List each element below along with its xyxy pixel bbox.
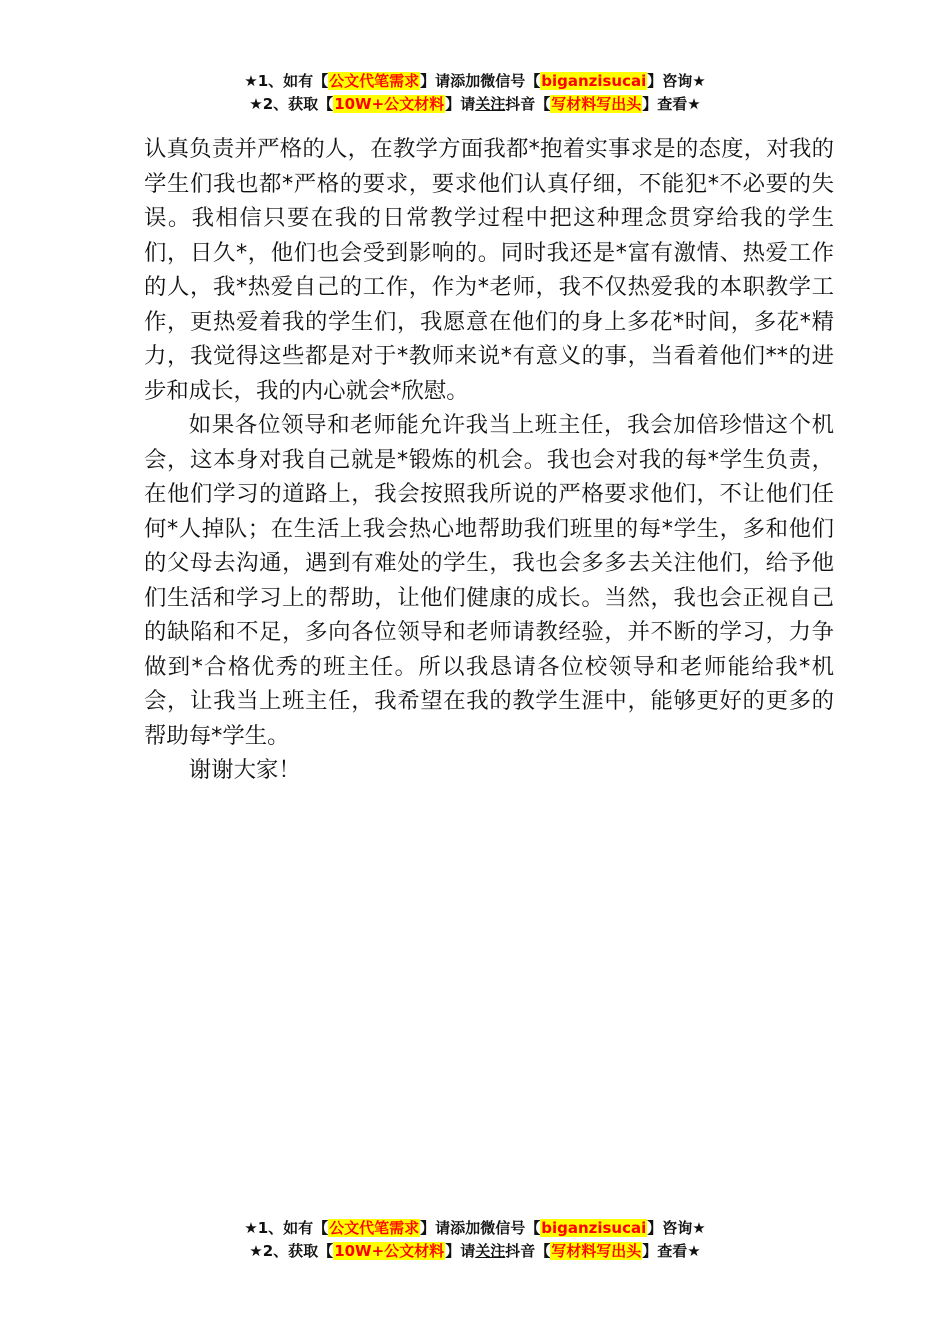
highlight-service: 公文代笔需求 <box>329 72 420 90</box>
paragraph: 如果各位领导和老师能允许我当上班主任，我会加倍珍惜这个机会，这本身对我自己就是*锻炼的机会。我也会对我的每*学生负责，在他们学习的道路上，我会按照我所说的严格要求他们，不让他们任何*人掉队；在生活上我会热心地帮助我们班里的每*学生，多和他们的父母去沟通，遇到有难处的学生，我也会多多去关注他们，给予他们生活和学习上的帮助，让他们健康的成长。当然，我也会正视自己的缺陷和不足，多向各位领导和老师请教经验，并不断的学习，力争做到*合格优秀的班主任。所以我恳请各位校领导和老师能给我*机会，让我当上班主任，我希望在我的教学生涯中，能够更好的更多的帮助每*学生。 <box>144 412 834 749</box>
banner-line-1 <box>0 1217 950 1240</box>
banner-line-2 <box>0 1240 950 1263</box>
banner-text: 加 <box>465 72 481 90</box>
banner-text: 】请 <box>445 1242 476 1260</box>
highlight-materials: 10W+公文材料 <box>334 1242 445 1260</box>
banner-text: 微信号【 <box>480 72 541 90</box>
banner-text: 加 <box>465 1219 481 1237</box>
banner-text: 】请 <box>445 95 476 113</box>
closing-line: 谢谢大家！ <box>188 757 301 783</box>
banner-text: 】咨询★ <box>647 72 706 90</box>
banner-text: 】请添 <box>420 72 466 90</box>
paragraph: 认真负责并严格的人，在教学方面我都*抱着实事求是的态度，对我的学生们我也都*严格的要求，要求他们认真仔细，不能犯*不必要的失误。我相信只要在我的日常教学过程中把这种理念贯穿给我的学生们，日久*，他们也会受到影响的。同时我还是*富有激情、热爱工作的人，我*热爱自己的工作，作为*老师，我不仅热爱我的本职教学工作，更热爱着我的学生们，我愿意在他们的身上多花*时间，多花*精力，我觉得这些都是对于*教师来说*有意义的事，当看着他们**的进步和成长，我的内心就会*欣慰。 <box>144 136 834 404</box>
highlight-douyin: 写材料写出头 <box>551 1242 642 1260</box>
highlight-douyin: 写材料写出头 <box>551 95 642 113</box>
banner-text: ★2、获取【 <box>249 1242 334 1260</box>
banner-text: 微信号【 <box>480 1219 541 1237</box>
banner-text: 】查看★ <box>642 1242 701 1260</box>
banner-text: ★1、如有【 <box>244 72 329 90</box>
document-body <box>144 132 834 788</box>
banner-text: 】咨询★ <box>647 1219 706 1237</box>
banner-text: 抖音【 <box>505 1242 551 1260</box>
header-banner <box>0 70 950 116</box>
footer-banner <box>0 1217 950 1263</box>
banner-text: ★2、获取【 <box>249 95 334 113</box>
banner-text: 】查看★ <box>642 95 701 113</box>
banner-text: 】请添 <box>420 1219 466 1237</box>
banner-text: 关注 <box>475 95 506 113</box>
banner-text: 抖音【 <box>505 95 551 113</box>
banner-line-2 <box>0 93 950 116</box>
banner-text: ★1、如有【 <box>244 1219 329 1237</box>
highlight-wechat-id: biganzisucai <box>541 72 647 90</box>
banner-text: 关注 <box>475 1242 506 1260</box>
highlight-materials: 10W+公文材料 <box>334 95 445 113</box>
banner-line-1 <box>0 70 950 93</box>
highlight-service: 公文代笔需求 <box>329 1219 420 1237</box>
highlight-wechat-id: biganzisucai <box>541 1219 647 1237</box>
